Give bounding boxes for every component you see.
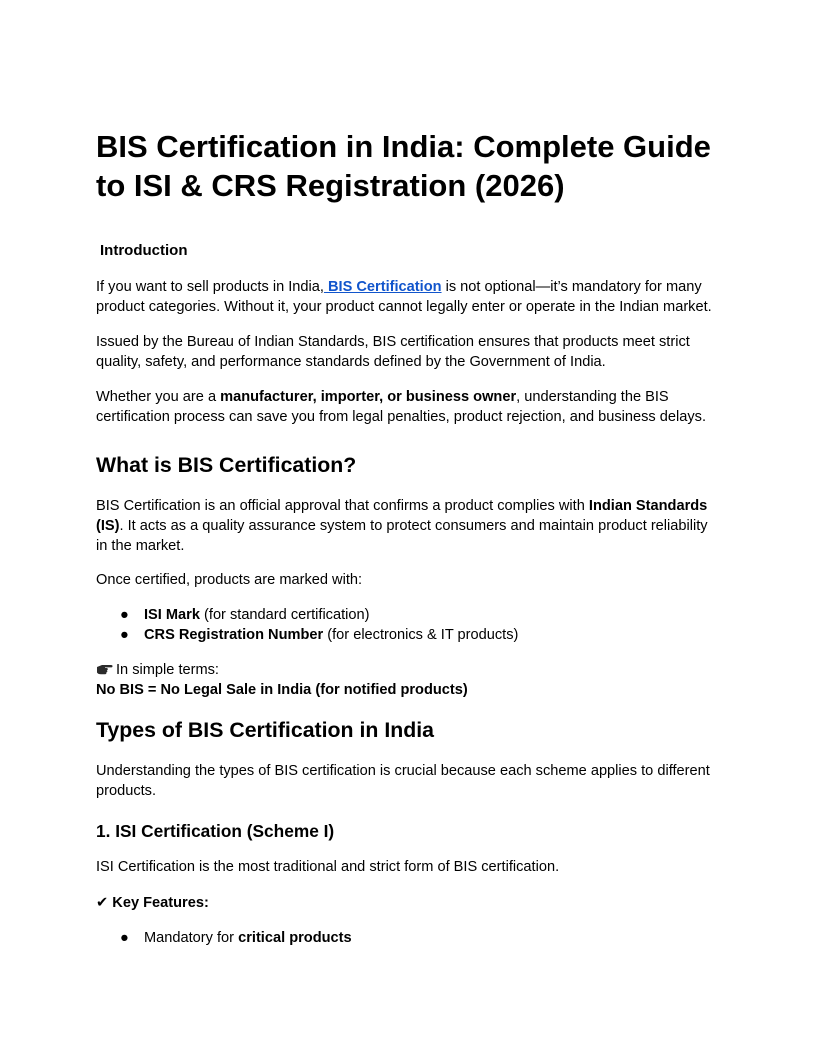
document-title [96, 127, 736, 205]
intro-p3-bold: manufacturer, importer, or business owner [220, 389, 517, 405]
what-p1-text: BIS Certification is an official approval that confirms a product complies with [96, 498, 589, 514]
list-item-bold: critical products [238, 930, 352, 946]
bullet-icon: ● [120, 930, 129, 946]
intro-p3-text-after: , understanding the BIS certification process can save you from legal penalties, product rejection, and business delays. [96, 389, 707, 425]
backhand-index-pointing-right-icon [96, 663, 113, 675]
list-item-text: Mandatory for [144, 930, 239, 946]
title-line-1: BIS Certification in India: Complete Guide [96, 129, 711, 164]
types-heading: Types of BIS Certification in India [96, 718, 435, 742]
simple-terms-bold: No BIS = No Legal Sale in India (for notified products) [96, 682, 468, 698]
list-item-text: (for electronics & IT products) [323, 627, 519, 643]
list-item-bold: ISI Mark [144, 607, 200, 623]
simple-terms-label: In simple terms: [116, 662, 219, 678]
marks-list [96, 605, 518, 645]
types-paragraph: Understanding the types of BIS certification is crucial because each scheme applies to different products. [96, 763, 710, 799]
simple-terms-paragraph [96, 660, 720, 700]
bullet-icon: ● [120, 627, 129, 643]
checkmark-icon: ✔ [96, 895, 109, 911]
title-line-2: to ISI & CRS Registration (2026) [96, 168, 565, 203]
what-is-bis-heading: What is BIS Certification? [96, 453, 357, 477]
isi-certification-heading: 1. ISI Certification (Scheme I) [96, 821, 335, 841]
list-item [96, 605, 518, 625]
what-paragraph-2: Once certified, products are marked with: [96, 572, 363, 588]
list-item-text: (for standard certification) [199, 607, 370, 623]
what-p1-text-after: . It acts as a quality assurance system to protect consumers and maintain product reliability in the market. [96, 518, 708, 554]
isi-paragraph: ISI Certification is the most traditional and strict form of BIS certification. [96, 859, 560, 875]
list-item [96, 625, 518, 645]
what-p1-bold: Indian Standards (IS) [96, 498, 708, 534]
key-features-label: Key Features: [108, 895, 209, 911]
intro-paragraph-3 [96, 387, 720, 427]
what-paragraph-1 [96, 496, 720, 556]
intro-paragraph-1 [96, 277, 720, 317]
intro-paragraph-2: Issued by the Bureau of Indian Standards, BIS certification ensures that products meet strict quality, safety, and performance standards defined by the Government of India. [96, 334, 690, 370]
intro-p1-text: If you want to sell products in India, [96, 279, 324, 295]
introduction-heading: Introduction [100, 242, 188, 259]
intro-p1-text-after: is not optional—it’s mandatory for many product categories. Without it, your product cannot legally enter or operate in the Indian market. [96, 279, 712, 315]
list-item [96, 928, 352, 948]
bullet-icon: ● [120, 607, 129, 623]
bis-certification-link[interactable]: BIS Certification [323, 279, 442, 295]
key-features-heading [96, 893, 720, 913]
intro-p3-text: Whether you are a [96, 389, 221, 405]
list-item-bold: CRS Registration Number [144, 627, 324, 643]
features-list [96, 928, 352, 948]
